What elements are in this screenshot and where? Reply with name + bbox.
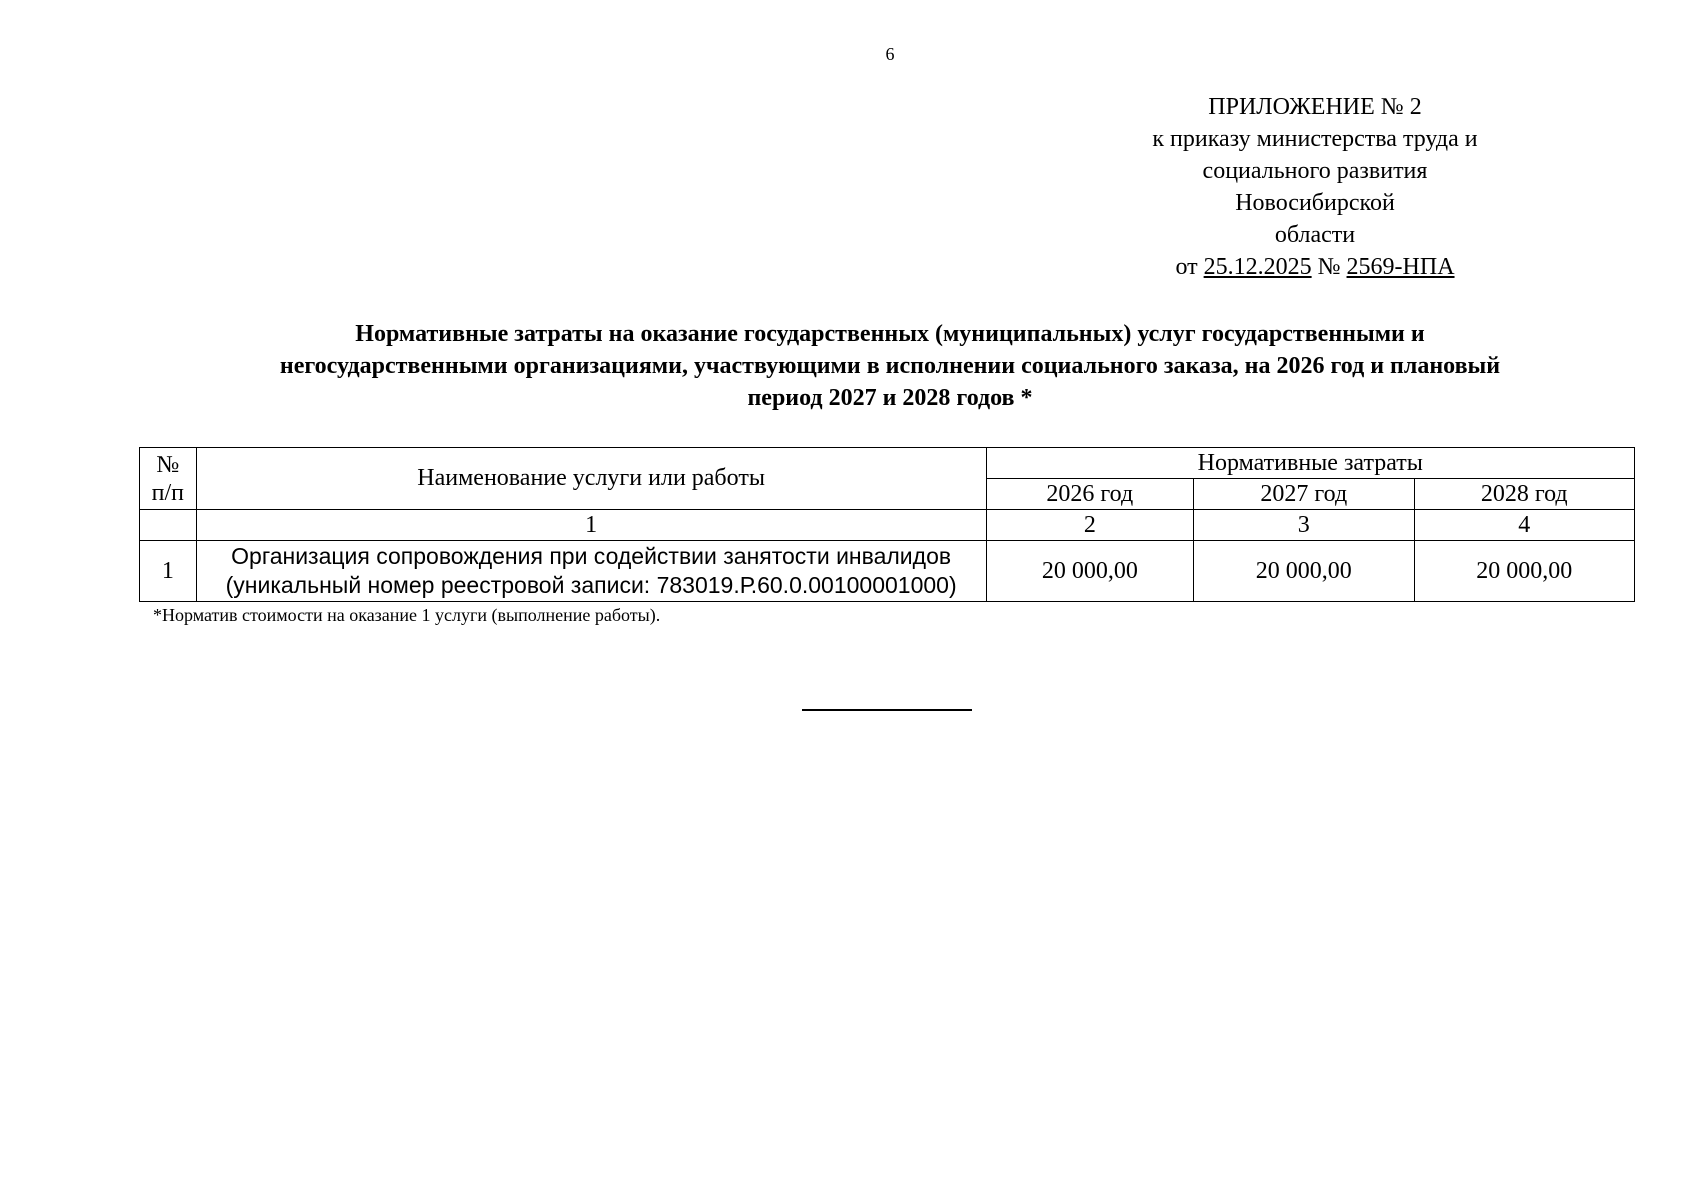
appendix-line-1: к приказу министерства труда и bbox=[1152, 126, 1478, 152]
appendix-line-3: области bbox=[1274, 222, 1356, 248]
table-row bbox=[140, 541, 1635, 602]
column-number-blank bbox=[140, 510, 197, 541]
service-name-line-2: (уникальный номер реестровой записи: 783019.Р.60.0.00100001000) bbox=[225, 572, 957, 598]
order-from-label: от bbox=[1175, 254, 1198, 280]
row-cost-2028: 20 000,00 bbox=[1414, 541, 1634, 602]
document-title-line-2: негосударственными организациями, участвующими в исполнении социального заказа, на 2026 год и плановый bbox=[279, 353, 1501, 379]
end-divider bbox=[802, 709, 972, 711]
header-costs: Нормативные затраты bbox=[986, 448, 1634, 479]
order-number: 2569-НПА bbox=[1346, 254, 1455, 280]
row-num: 1 bbox=[140, 541, 197, 602]
document-title bbox=[140, 318, 1640, 414]
column-number: 2 bbox=[986, 510, 1194, 541]
row-cost-2027: 20 000,00 bbox=[1194, 541, 1414, 602]
column-number: 3 bbox=[1194, 510, 1414, 541]
order-date: 25.12.2025 bbox=[1203, 254, 1312, 280]
service-name-line-1: Организация сопровождения при содействии занятости инвалидов bbox=[231, 543, 952, 569]
appendix-title: ПРИЛОЖЕНИЕ № 2 bbox=[1208, 94, 1422, 120]
table-column-numbers-row bbox=[140, 510, 1635, 541]
row-service-name bbox=[196, 541, 986, 602]
header-name: Наименование услуги или работы bbox=[196, 448, 986, 510]
document-title-line-1: Нормативные затраты на оказание государственных (муниципальных) услуг государственными и bbox=[355, 321, 1425, 347]
appendix-order-line bbox=[1120, 251, 1510, 283]
row-cost-2026: 20 000,00 bbox=[986, 541, 1194, 602]
footnote: *Норматив стоимости на оказание 1 услуги (выполнение работы). bbox=[153, 605, 661, 625]
order-number-sign: № bbox=[1317, 254, 1341, 280]
appendix-line-2: социального развития Новосибирской bbox=[1202, 158, 1428, 216]
header-num: № п/п bbox=[140, 448, 197, 510]
table-header-row bbox=[140, 448, 1635, 479]
header-year-2027: 2027 год bbox=[1194, 479, 1414, 510]
document-title-line-3: период 2027 и 2028 годов * bbox=[747, 385, 1033, 411]
column-number: 1 bbox=[196, 510, 986, 541]
header-year-2028: 2028 год bbox=[1414, 479, 1634, 510]
appendix-header bbox=[1120, 91, 1510, 283]
header-year-2026: 2026 год bbox=[986, 479, 1194, 510]
page-number: 6 bbox=[885, 44, 895, 64]
norms-table bbox=[139, 447, 1635, 602]
column-number: 4 bbox=[1414, 510, 1634, 541]
